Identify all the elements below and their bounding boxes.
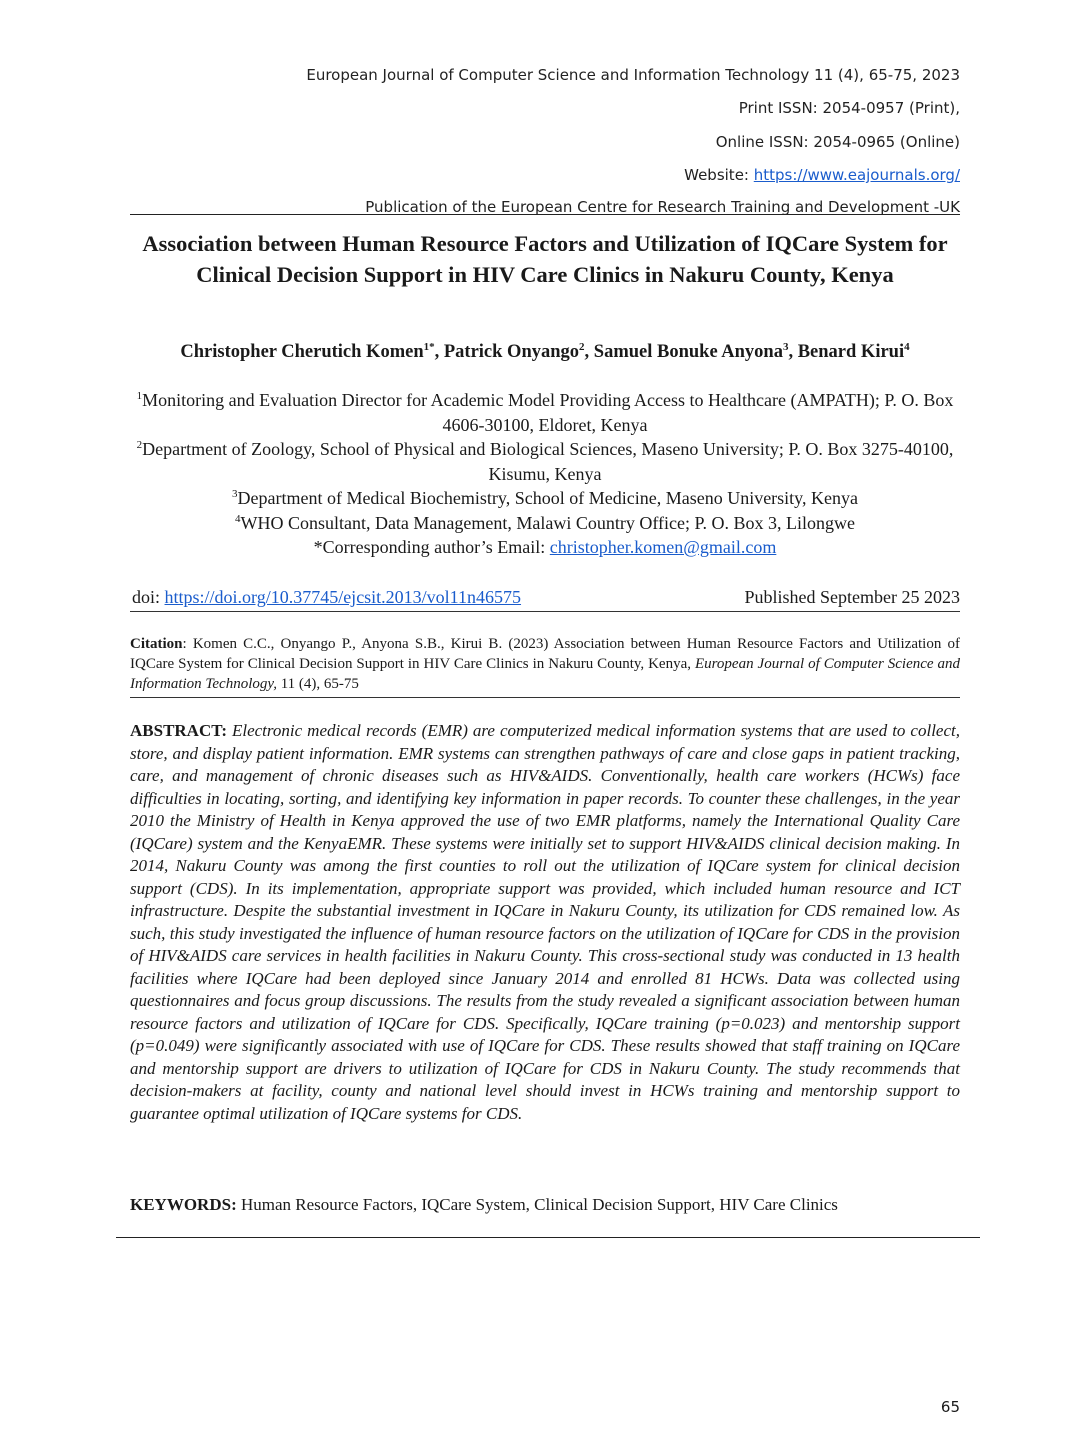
citation-divider [130,697,960,698]
published-date: Published September 25 2023 [744,587,960,607]
doi: doi: https://doi.org/10.37745/ejcsit.2013/vol11n46575 [132,587,522,607]
citation-journal: European Journal of Computer Science and Information Technology, [130,656,961,692]
affiliation-3: $^3$Department of Medical Biochemistry, School of Medicine, Maseno University, Kenya [231,488,858,508]
keywords-divider [116,1237,980,1238]
citation-label: Citation [130,636,183,652]
paper-title: Association between Human Resource Factors and Utilization of IQCare System for Clinical Decision Support in HIV Care Clinics in Nakuru County, Kenya [142,231,948,287]
doi-divider [130,611,960,612]
email-link[interactable]: christopher.komen@gmail.com [549,537,777,557]
website-link[interactable]: https://www.eajournals.org/ [753,166,960,184]
keywords-text: Human Resource Factors, IQCare System, Clinical Decision Support, HIV Care Clinics [236,1195,838,1214]
affiliation-4: $^4$WHO Consultant, Data Management, Malawi Country Office; P. O. Box 3, Lilongwe [234,512,856,533]
abstract-text: Electronic medical records (EMR) are computerized medical information systems that are used to collect, store, and display patient information. EMR systems can strengthen pathways of care and close gaps in patient tracking, care, and management of chronic diseases such as HIV&AIDS. Conventionally, health care workers (HCWs) face difficulties in locating, sorting, and identifying key information in paper records. To counter these challenges, in the year 2010 the Ministry of Health in Kenya approved the use of two EMR platforms, namely the International Quality Care (IQCare) system and the KenyaEMR. These systems were initially set to support HIV&AIDS clinical decision making. In 2014, Nakuru County was among the first counties to roll out the utilization of IQCare system for clinical decision support (CDS). In its implementation, appropriate support was provided, which included human resource and ICT infrastructure. Despite the substantial investment in IQCare in Nakuru County, its utilization for CDS remained low. As such, this study investigated the influence of human resource factors on the utilization of IQCare for CDS in the provision of HIV&AIDS care services in health facilities in Nakuru County. This cross-sectional study was conducted in 13 health facilities where IQCare had been deployed since January 2014 and enrolled 81 HCWs. Data was collected using questionnaires and focus group discussions. The results from the study revealed a significant association between human resource factors and utilization of IQCare for CDS. Specifically, IQCare training (p=0.023) and mentorship support (p=0.049) were significantly associated with use of IQCare for CDS. These results showed that staff training on IQCare and mentorship support are drivers to utilization of IQCare for CDS in Nakuru County. The study recommends that decision-makers at facility, county and national level should invest in HCWs training and mentorship support to guarantee optimal utilization of IQCare systems for CDS. [130,721,960,1123]
citation: Citation: Komen C.C., Onyango P., Anyona S.B., Kirui B. (2023) Association between Human Resource Factors and Utilization of IQCare System for Clinical Decision Support in HIV Care Clinics in Nakuru County, Kenya, European Journal of Computer Science and Information Technology, 11 (4), 65-75 [130,636,961,692]
affiliation-1: $^1$Monitoring and Evaluation Director for Academic Model Providing Access to Healthcare (AMPATH); P. O. Box 4606-30100, Eldoret, Kenya [136,390,954,435]
affiliation-2: $^2$Department of Zoology, School of Physical and Biological Sciences, Maseno University; P. O. Box 3275-40100, Kisumu, Kenya [136,439,954,484]
doi-link[interactable]: https://doi.org/10.37745/ejcsit.2013/vol11n46575 [164,587,522,607]
website-line [684,166,960,184]
online-issn: Online ISSN: 2054-0965 (Online) [715,133,960,151]
doi-row [132,586,960,608]
author-list [120,340,970,365]
corresponding-author: *Corresponding author’s Email: christopher.komen@gmail.com [313,537,777,557]
author-2: Patrick Onyango$^2$, [443,340,594,362]
keywords [130,1194,960,1216]
abstract [130,720,960,1125]
abstract-label: ABSTRACT: [130,721,227,740]
page-number: 65 [940,1398,960,1416]
website-label: Website: [684,166,754,184]
journal-citation: European Journal of Computer Science and Information Technology 11 (4), 65-75, 2023 [306,66,960,84]
author-3: Samuel Bonuke Anyona$^3$, [593,340,798,362]
keywords-label: KEYWORDS: [130,1195,237,1214]
header-divider [130,214,960,215]
author-4: Benard Kirui$^4$ [797,340,910,362]
author-1: Christopher Cherutich Komen$^{1*}$, [180,340,444,362]
print-issn: Print ISSN: 2054-0957 (Print), [738,99,960,117]
affiliation-list [120,388,970,560]
publisher-line: Publication of the European Centre for Research Training and Development -UK [365,198,960,216]
